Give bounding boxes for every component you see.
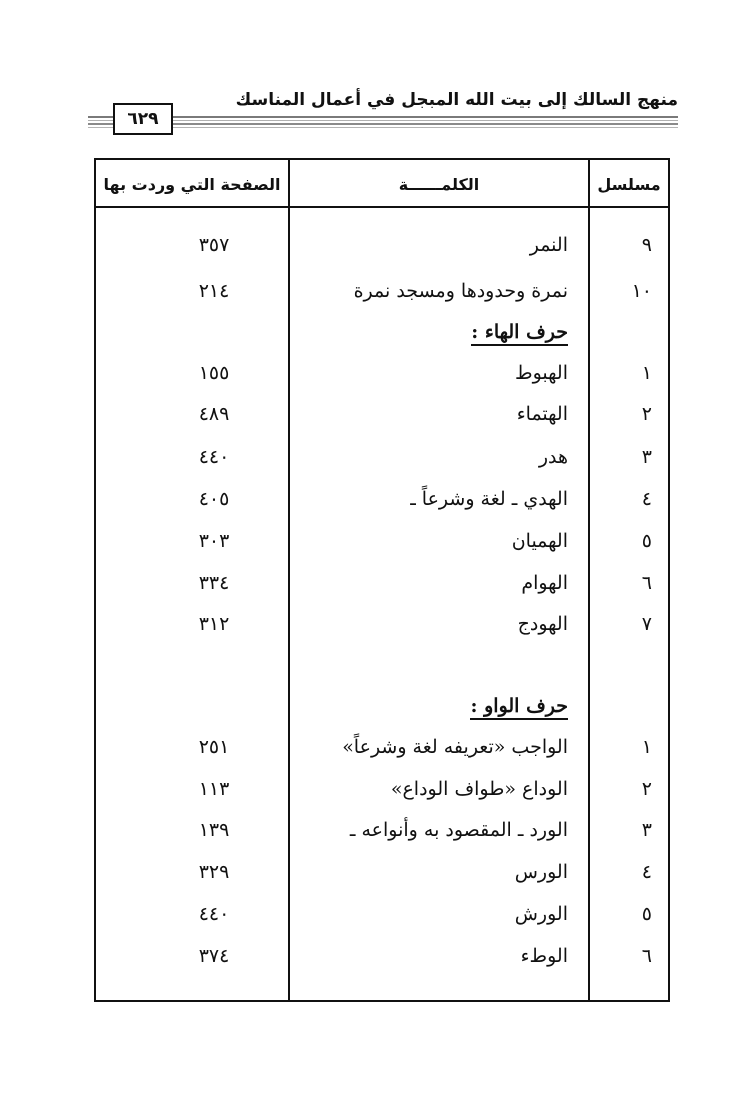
- column-header-word: الكلمــــــة: [398, 175, 480, 194]
- table-row: [96, 484, 668, 514]
- serial-cell: ٩: [641, 234, 652, 256]
- page-cell: ٤٠٥: [198, 488, 230, 510]
- page-cell: ٢١٤: [198, 280, 230, 302]
- table-row: [96, 276, 668, 306]
- page-cell: ٣١٢: [198, 613, 230, 635]
- page-cell: ١١٣: [198, 778, 230, 800]
- table-row: [96, 568, 668, 598]
- serial-cell: ٤: [641, 861, 652, 883]
- column-header-serial: مسلسل: [597, 175, 661, 194]
- word-cell: الهميان: [511, 530, 568, 552]
- index-table: [94, 158, 670, 1002]
- serial-cell: ٢: [641, 778, 652, 800]
- page-cell: ٣٥٧: [198, 234, 230, 256]
- page-cell: ١٣٩: [198, 819, 230, 841]
- word-cell: الهودج: [517, 613, 568, 635]
- word-cell: هدر: [538, 446, 568, 468]
- page-cell: ٣٧٤: [198, 945, 230, 967]
- header-rule: [88, 127, 678, 128]
- word-cell: نمرة وحدودها ومسجد نمرة: [353, 280, 568, 302]
- page-cell: ٤٨٩: [198, 403, 230, 425]
- serial-cell: ٣: [641, 819, 652, 841]
- word-cell: الورس: [514, 861, 568, 883]
- word-cell: الوداع «طواف الوداع»: [390, 778, 568, 800]
- table-row: [96, 358, 668, 388]
- serial-cell: ١: [641, 362, 652, 384]
- table-row: [96, 230, 668, 260]
- page-cell: ٢٥١: [198, 736, 230, 758]
- table-row: [96, 526, 668, 556]
- serial-cell: ٢: [641, 403, 652, 425]
- serial-cell: ٣: [641, 446, 652, 468]
- word-cell: الواجب «تعريفه لغة وشرعاً»: [342, 736, 568, 758]
- serial-cell: ٦: [641, 572, 652, 594]
- table-row: [96, 857, 668, 887]
- page-cell: ١٥٥: [198, 362, 230, 384]
- page-cell: ٤٤٠: [198, 903, 230, 925]
- serial-cell: ٥: [641, 530, 652, 552]
- header-divider: [96, 206, 668, 208]
- serial-cell: ٧: [641, 613, 652, 635]
- word-cell: الورش: [514, 903, 568, 925]
- section-heading-label: حرف الواو :: [470, 695, 568, 720]
- header-rule: [88, 116, 678, 118]
- table-row: [96, 399, 668, 429]
- word-cell: الهوام: [521, 572, 568, 594]
- serial-cell: ٥: [641, 903, 652, 925]
- serial-cell: ٤: [641, 488, 652, 510]
- page-cell: ٣٢٩: [198, 861, 230, 883]
- header-rule: [88, 123, 678, 125]
- serial-cell: ٦: [641, 945, 652, 967]
- section-heading-label: حرف الهاء :: [471, 321, 568, 346]
- section-heading-waw: [290, 691, 588, 721]
- page-cell: ٣٣٤: [198, 572, 230, 594]
- table-row: [96, 442, 668, 472]
- word-cell: الورد ـ المقصود به وأنواعه ـ: [349, 819, 568, 841]
- page-cell: ٤٤٠: [198, 446, 230, 468]
- table-row: [96, 941, 668, 971]
- page-cell: ٣٠٣: [198, 530, 230, 552]
- word-cell: الوطء: [520, 945, 568, 967]
- table-row: [96, 899, 668, 929]
- table-row: [96, 732, 668, 762]
- column-header-page: الصفحة التي وردت بها: [103, 175, 281, 194]
- header-rule: [88, 120, 678, 121]
- page-number: ٦٢٩: [113, 103, 173, 135]
- table-row: [96, 609, 668, 639]
- word-cell: النمر: [529, 234, 568, 256]
- section-heading-ha: [290, 317, 588, 347]
- word-cell: الهدي ـ لغة وشرعاً ـ: [410, 488, 568, 510]
- running-title: منهج السالك إلى بيت الله المبجل في أعمال المناسك: [235, 90, 678, 110]
- serial-cell: ١٠: [631, 280, 652, 302]
- word-cell: الهبوط: [515, 362, 568, 384]
- table-row: [96, 774, 668, 804]
- table-row: [96, 815, 668, 845]
- serial-cell: ١: [641, 736, 652, 758]
- word-cell: الهتماء: [516, 403, 568, 425]
